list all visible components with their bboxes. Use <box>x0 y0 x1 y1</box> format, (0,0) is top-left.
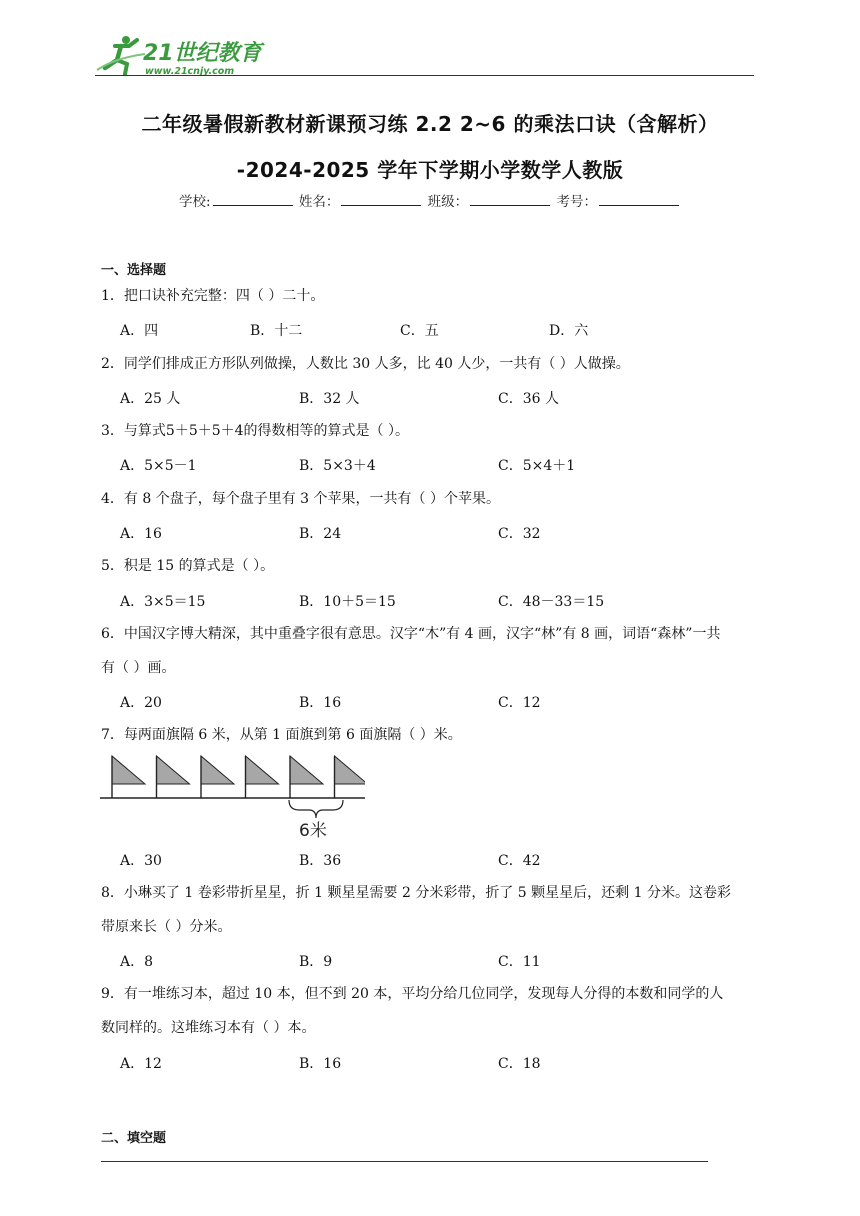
name-label: 姓名： <box>298 194 340 210</box>
question-1: 1．把口诀补充完整：四（ ）二十。 <box>101 288 325 304</box>
logo <box>95 34 265 78</box>
flags-figure <box>100 752 365 844</box>
flag-icon <box>246 756 279 798</box>
question-9-line1: 9．有一堆练习本，超过 10 本，但不到 20 本，平均分给几位同学，发现每人分得的本数和同学的人 <box>101 986 724 1002</box>
question-6 <box>101 617 761 685</box>
page-title-line2: -2024-2025 学年下学期小学数学人教版 <box>236 158 624 182</box>
school-blank[interactable] <box>213 193 293 206</box>
option-c[interactable]: C．36 人 <box>498 391 559 407</box>
flag-icon <box>112 756 145 798</box>
option-c[interactable]: C．5×4＋1 <box>498 458 576 474</box>
option-c[interactable]: C．11 <box>498 954 541 970</box>
flag-icon <box>290 756 323 798</box>
question-8-line1: 8．小琳买了 1 卷彩带折星星，折 1 颗星星需要 2 分米彩带，折了 5 颗星星后，还剩 1 分米。这卷彩 <box>101 885 731 901</box>
class-blank[interactable] <box>470 193 550 206</box>
question-6-line1: 6．中国汉字博大精深，其中重叠字很有意思。汉字“木”有 4 画，汉字“林”有 8 画，词语“森林”一共 <box>101 626 721 642</box>
option-a[interactable]: A．25 人 <box>120 391 181 407</box>
name-blank[interactable] <box>341 193 421 206</box>
flag-icon <box>157 756 190 798</box>
option-a[interactable]: A．5×5－1 <box>120 458 197 474</box>
option-b[interactable]: B．16 <box>299 1056 342 1072</box>
question-9 <box>101 977 761 1045</box>
option-b[interactable]: B．9 <box>299 954 333 970</box>
option-c[interactable]: C．48－33＝15 <box>498 594 605 610</box>
option-c[interactable]: C．32 <box>498 526 541 542</box>
question-8-line2: 带原来长（ ）分米。 <box>101 919 232 935</box>
section-heading-choice: 一、选择题 <box>101 263 167 278</box>
school-label: 学校: <box>179 194 211 210</box>
option-a[interactable]: A．12 <box>120 1056 162 1072</box>
option-c[interactable]: C．18 <box>498 1056 541 1072</box>
question-8 <box>101 876 761 944</box>
option-b[interactable]: B．十二 <box>250 323 303 339</box>
student-info <box>0 190 860 210</box>
header-rule <box>95 75 754 76</box>
logo-url: www.21cnjy.com <box>145 66 235 77</box>
footer-rule <box>101 1161 708 1162</box>
option-a[interactable]: A．四 <box>120 323 159 339</box>
option-b[interactable]: B．10＋5＝15 <box>299 594 396 610</box>
option-c[interactable]: C．五 <box>400 323 439 339</box>
option-a[interactable]: A．30 <box>120 853 162 869</box>
option-b[interactable]: B．24 <box>299 526 342 542</box>
option-d[interactable]: D．六 <box>549 323 589 339</box>
option-a[interactable]: A．20 <box>120 695 162 711</box>
option-c[interactable]: C．12 <box>498 695 541 711</box>
option-a[interactable]: A．16 <box>120 526 162 542</box>
class-label: 班级： <box>427 194 469 210</box>
section-heading-fill: 二、填空题 <box>101 1131 167 1146</box>
question-5: 5．积是 15 的算式是（ ）。 <box>101 558 275 574</box>
option-b[interactable]: B．5×3＋4 <box>299 458 376 474</box>
question-7: 7．每两面旗隔 6 米，从第 1 面旗到第 6 面旗隔（ ）米。 <box>101 727 462 743</box>
question-6-line2: 有（ ）画。 <box>101 660 176 676</box>
figure-label: 6米 <box>299 821 327 841</box>
question-4: 4．有 8 个盘子，每个盘子里有 3 个苹果，一共有（ ）个苹果。 <box>101 491 500 507</box>
exam-no-blank[interactable] <box>599 193 679 206</box>
flag-icon <box>335 756 366 798</box>
option-b[interactable]: B．16 <box>299 695 342 711</box>
flag-icon <box>201 756 234 798</box>
option-b[interactable]: B．32 人 <box>299 391 360 407</box>
option-a[interactable]: A．8 <box>120 954 154 970</box>
exam-no-label: 考号： <box>556 194 597 210</box>
option-b[interactable]: B．36 <box>299 853 342 869</box>
question-3: 3．与算式5＋5＋5＋4的得数相等的算式是（ ）。 <box>101 423 409 439</box>
runner-icon <box>97 36 145 74</box>
question-2: 2．同学们排成正方形队列做操，人数比 30 人多，比 40 人少，一共有（ ）人做操。 <box>101 356 630 372</box>
logo-text: 21世纪教育 <box>143 41 262 66</box>
option-a[interactable]: A．3×5＝15 <box>120 594 206 610</box>
option-c[interactable]: C．42 <box>498 853 541 869</box>
page-title-line1: 二年级暑假新教材新课预习练 2.2 2~6 的乘法口诀（含解析） <box>141 112 719 136</box>
brace-icon <box>289 800 343 818</box>
question-9-line2: 数同样的。这堆练习本有（ ）本。 <box>101 1020 316 1036</box>
